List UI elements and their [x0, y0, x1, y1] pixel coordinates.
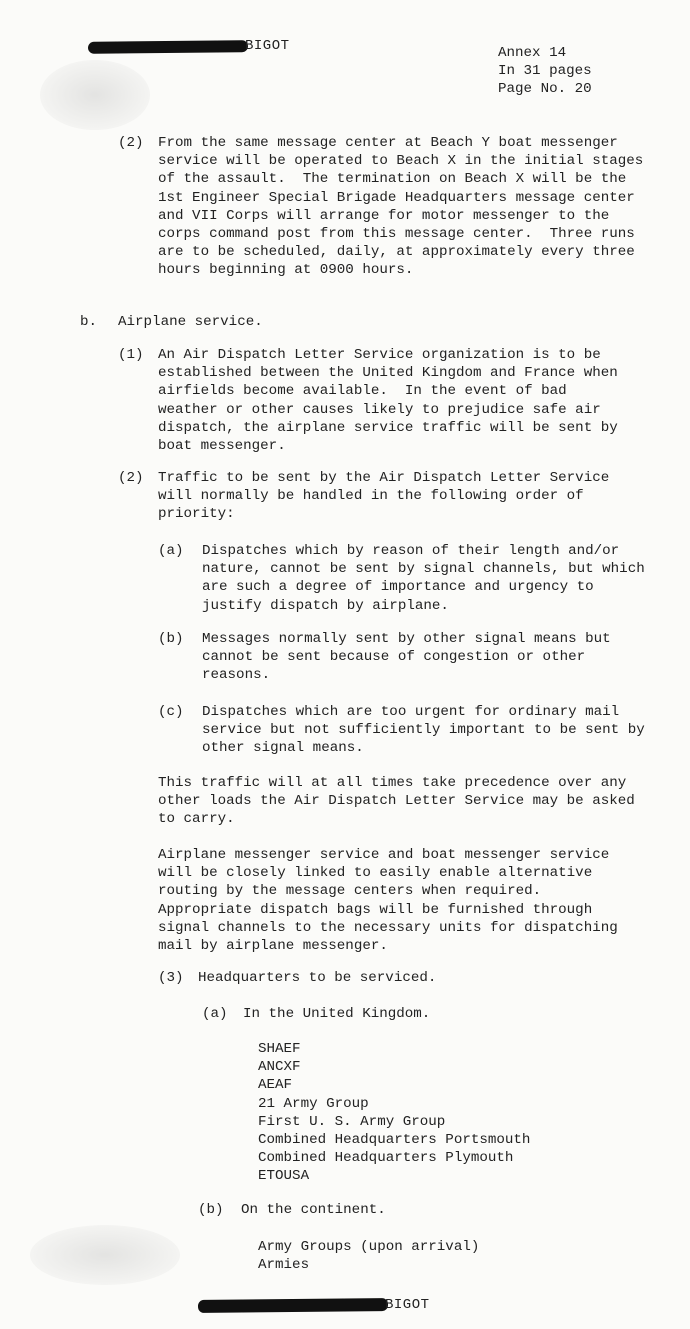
header-classification: BIGOT: [245, 38, 290, 54]
list-item: Armies: [258, 1257, 310, 1274]
subparagraph-dispatches: Dispatches which by reason of their length and/or nature, cannot be sent by signal channels, but which are such a degree of importance and urgency to justify dispatch by airplane.: [202, 543, 654, 614]
subpara-letter: (a): [202, 1006, 228, 1022]
paragraph-headquarters: Headquarters to be serviced.: [198, 970, 437, 986]
uk-headquarters-list: [258, 1040, 530, 1186]
list-item: 21 Army Group: [258, 1095, 369, 1112]
paragraph-precedence: This traffic will at all times take precedence over any other loads the Air Dispatch Letter Service may be asked to carry.: [158, 775, 644, 828]
subpara-letter: (c): [158, 704, 184, 720]
scan-smudge: [40, 60, 150, 130]
redaction-bar-top: [88, 40, 248, 54]
list-item: First U. S. Army Group: [258, 1113, 446, 1130]
subpara-letter: (b): [158, 631, 184, 647]
list-item: ETOUSA: [258, 1168, 310, 1185]
list-item: Army Groups (upon arrival): [258, 1239, 480, 1255]
subpara-letter: (a): [158, 543, 184, 559]
list-item: ANCXF: [258, 1059, 301, 1076]
subparagraph-uk: In the United Kingdom.: [243, 1006, 431, 1022]
footer-classification: BIGOT: [385, 1297, 430, 1313]
continent-headquarters-list: [258, 1238, 479, 1274]
page-number: Page No. 20: [498, 81, 592, 97]
paragraph-priority: Traffic to be sent by the Air Dispatch Letter Service will normally be handled in the following order of priority:: [158, 470, 618, 523]
paragraph-linked-service: Airplane messenger service and boat messenger service will be closely linked to easily enable alternative routing by the message centers when required. Appropriate dispatch bags will be furnished through signal channels to the necessary units for dispatching mail by airplane messenger.: [158, 847, 627, 955]
page-count: In 31 pages: [498, 63, 592, 79]
section-number: b.: [80, 314, 98, 330]
list-item: Combined Headquarters Portsmouth: [258, 1132, 531, 1149]
redaction-bar-bottom: [198, 1298, 388, 1313]
subparagraph-continent: On the continent.: [241, 1202, 386, 1218]
para-number: (2): [118, 135, 144, 151]
subparagraph-messages: Messages normally sent by other signal means but cannot be sent because of congestion or other reasons.: [202, 631, 620, 684]
list-item: SHAEF: [258, 1041, 301, 1057]
subparagraph-urgent: Dispatches which are too urgent for ordinary mail service but not sufficiently important to be sent by other signal means.: [202, 704, 654, 757]
subpara-letter: (b): [198, 1202, 224, 1218]
scan-smudge: [30, 1225, 180, 1285]
section-title: Airplane service.: [118, 314, 263, 330]
list-item: AEAF: [258, 1077, 293, 1094]
paragraph-air-dispatch: An Air Dispatch Letter Service organization is to be established between the United Kingdom and France when airfields become available. In the event of bad weather or other causes likely to prejudice safe air dispatch, the airplane service traffic will be sent by boat messenger.: [158, 347, 627, 455]
para-number: (3): [158, 970, 184, 986]
para-number: (1): [118, 347, 144, 363]
annex-label: Annex 14: [498, 45, 567, 61]
para-number: (2): [118, 470, 144, 486]
paragraph-boat-messenger: From the same message center at Beach Y boat messenger service will be operated to Beach X in the initial stages of the assault. The termination on Beach X will be the 1st Engineer Special Brigade Headquarters message center and VII Corps will arrange for motor messenger to the corps command post from this message center. Three runs are to be scheduled, daily, at approximately every three hours beginning at 0900 hours.: [158, 135, 652, 279]
list-item: Combined Headquarters Plymouth: [258, 1150, 514, 1167]
